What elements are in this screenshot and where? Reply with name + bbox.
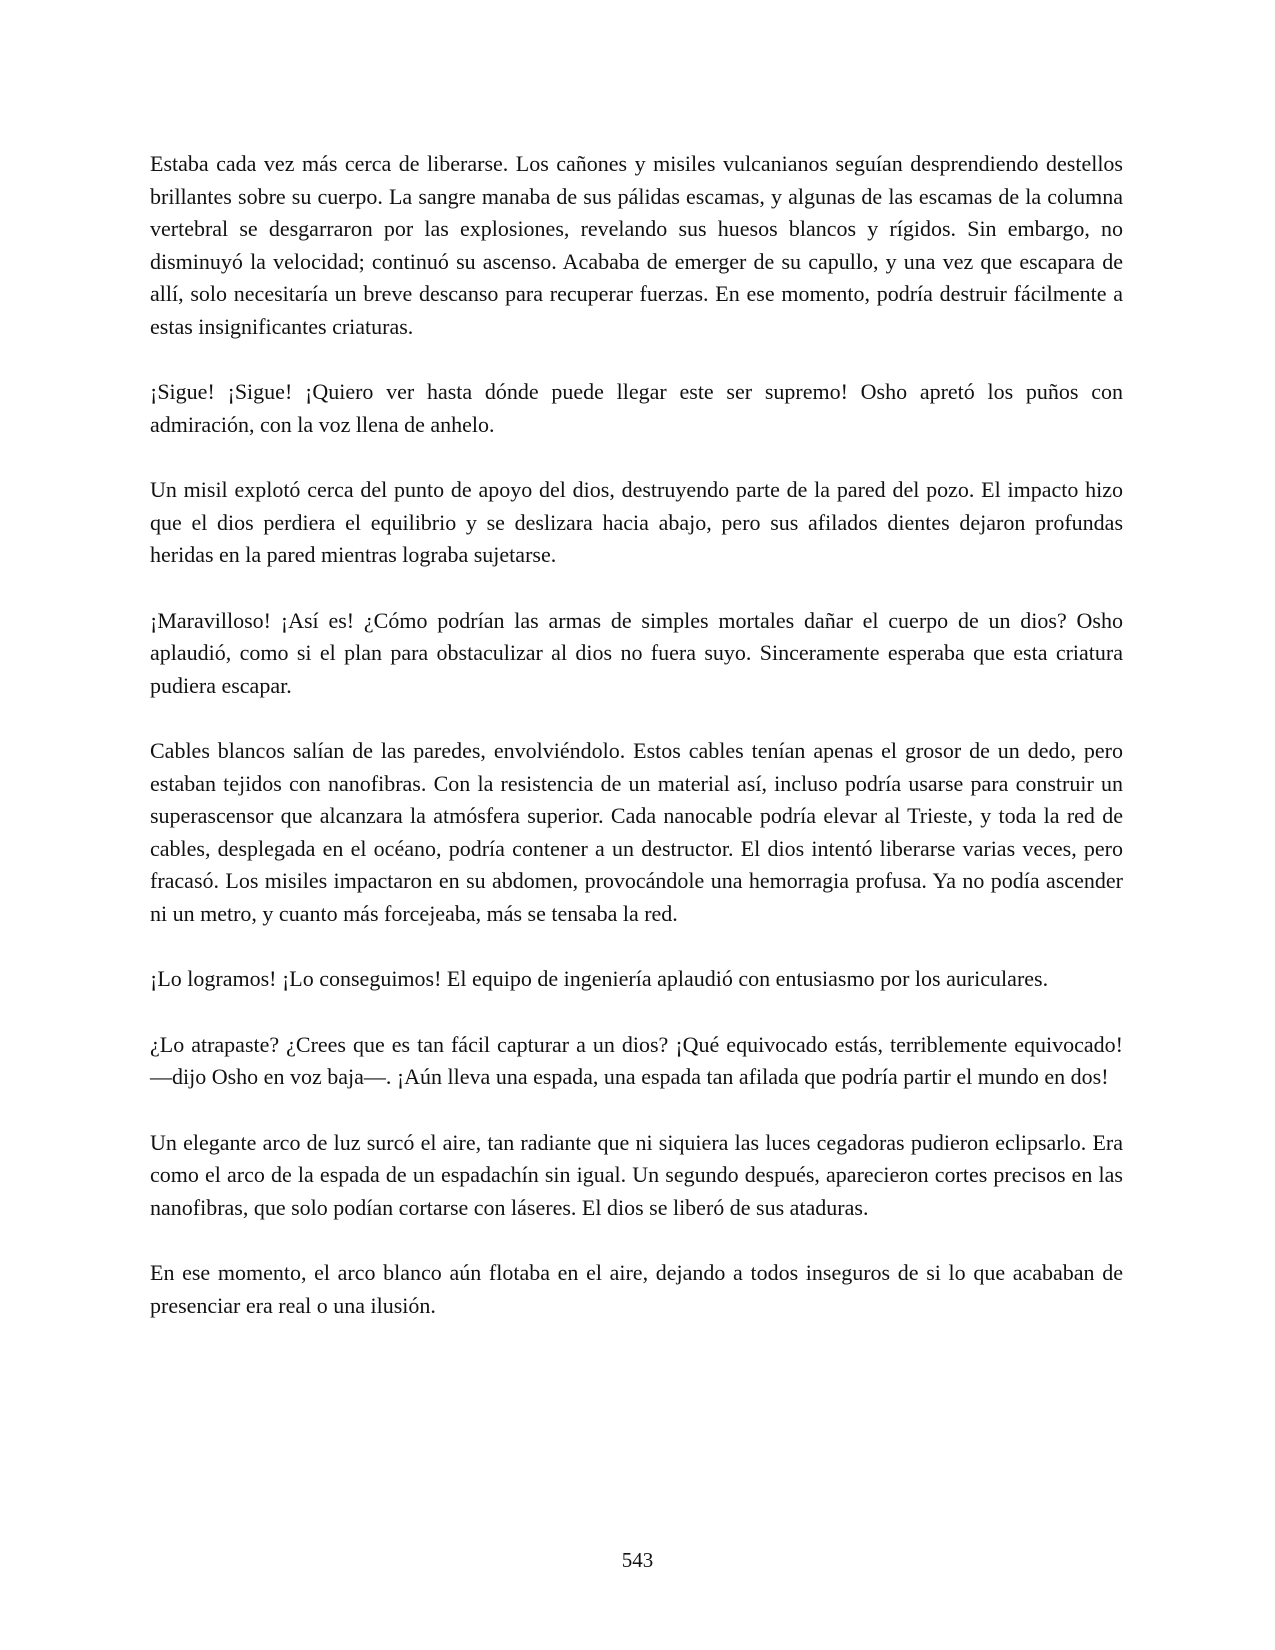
paragraph-8: Un elegante arco de luz surcó el aire, tan radiante que ni siquiera las luces cegadoras pudieron eclipsarlo. Era como el arco de la espada de un espadachín sin igual. Un segundo después, aparecieron cortes precisos en las nanofibras, que solo podían cortarse con láseres. El dios se liberó de sus ataduras. [150, 1129, 1123, 1220]
paragraph-3: Un misil explotó cerca del punto de apoyo del dios, destruyendo parte de la pared del pozo. El impacto hizo que el dios perdiera el equilibrio y se deslizara hacia abajo, pero sus afilados dientes dejaron profundas heridas en la pared mientras lograba sujetarse. [150, 477, 1123, 567]
paragraph-1: Estaba cada vez más cerca de liberarse. Los cañones y misiles vulcanianos seguían desprendiendo destellos brillantes sobre su cuerpo. La sangre manaba de sus pálidas escamas, y algunas de las escamas de la columna vertebral se desgarraron por las explosiones, revelando sus huesos blancos y rígidos. Sin embargo, no disminuyó la velocidad; continuó su ascenso. Acababa de emerger de su capullo, y una vez que escapara de allí, solo necesitaría un breve descanso para recuperar fuerzas. En ese momento, podría destruir fácilmente a estas insignificantes criaturas. [150, 151, 1123, 339]
paragraph-9: En ese momento, el arco blanco aún flotaba en el aire, dejando a todos inseguros de si lo que acababan de presenciar era real o una ilusión. [150, 1260, 1123, 1318]
paragraph-4: ¡Maravilloso! ¡Así es! ¿Cómo podrían las armas de simples mortales dañar el cuerpo de un dios? Osho aplaudió, como si el plan para obstaculizar al dios no fuera suyo. Sinceramente esperaba que esta criatura pudiera escapar. [150, 607, 1123, 698]
paragraph-7: ¿Lo atrapaste? ¿Crees que es tan fácil capturar a un dios? ¡Qué equivocado estás, terriblemente equivocado! —dijo Osho en voz baja—. ¡Aún lleva una espada, una espada tan afilada que podría partir el mundo en dos! [150, 1031, 1123, 1089]
body-text [150, 148, 1123, 1355]
paragraph-2: ¡Sigue! ¡Sigue! ¡Quiero ver hasta dónde puede llegar este ser supremo! Osho apretó los puños con admiración, con la voz llena de anhelo. [150, 379, 1123, 437]
paragraph-5: Cables blancos salían de las paredes, envolviéndolo. Estos cables tenían apenas el grosor de un dedo, pero estaban tejidos con nanofibras. Con la resistencia de un material así, incluso podría usarse para construir un superascensor que alcanzara la atmósfera superior. Cada nanocable podría elevar al Trieste, y toda la red de cables, desplegada en el océano, podría contener a un destructor. El dios intentó liberarse varias veces, pero fracasó. Los misiles impactaron en su abdomen, provocándole una hemorragia profusa. Ya no podía ascender ni un metro, y cuanto más forcejeaba, más se tensaba la red. [150, 738, 1123, 926]
paragraph-6: ¡Lo logramos! ¡Lo conseguimos! El equipo de ingeniería aplaudió con entusiasmo por los auriculares. [150, 966, 1049, 991]
page-number: 543 [621, 1548, 654, 1572]
